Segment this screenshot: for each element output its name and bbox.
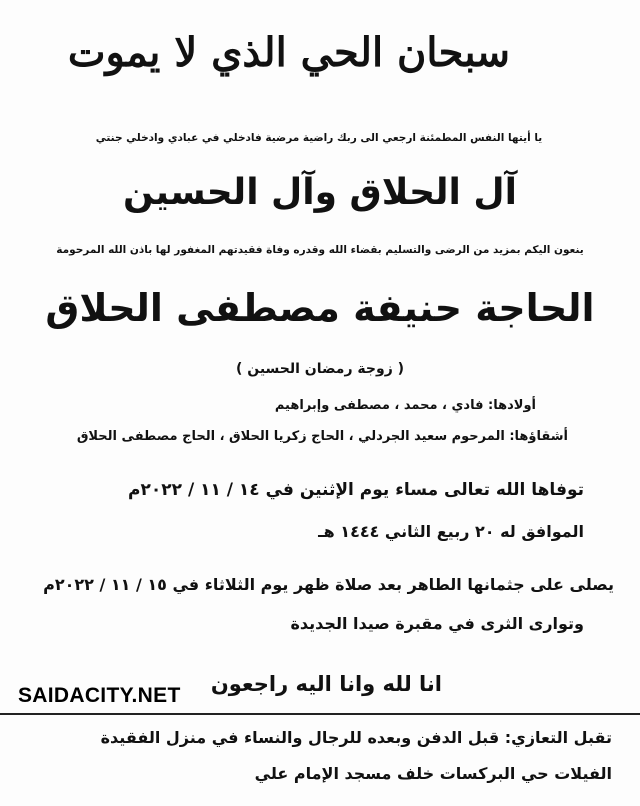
siblings-line: أشقاؤها: المرحوم سعيد الجردلي ، الحاج زكريا الحلاق ، الحاج مصطفى الحلاق	[76, 429, 568, 444]
quran-phrase: انا لله وانا اليه راجعون	[210, 672, 442, 696]
divider	[0, 713, 640, 715]
calligraphy-header: سبحان الحي الذي لا يموت	[67, 29, 510, 76]
family-names: آل الحلاق وآل الحسين	[123, 172, 517, 213]
site-watermark: SAIDACITY.NET	[18, 684, 181, 707]
condolence-line: تقبل التعازي: قبل الدفن وبعده للرجال والنساء في منزل الفقيدة	[100, 728, 612, 747]
mourning-text: ينعون اليكم بمزيد من الرضى والتسليم بقضاء الله وقدره وفاة فقيدتهم المغفور لها باذن الله المرحومة	[56, 244, 584, 256]
spouse-line: ( زوجة رمضان الحسين )	[235, 361, 405, 377]
funeral-prayer-line: يصلى على جثمانها الطاهر بعد صلاة ظهر يوم الثلاثاء في ١٥ / ١١ / ٢٠٢٢م	[43, 575, 614, 594]
death-date-line: توفاها الله تعالى مساء يوم الإثنين في ١٤ / ١١ / ٢٠٢٢م	[128, 480, 584, 500]
hijri-date-line: الموافق له ٢٠ ربيع الثاني ١٤٤٤ هـ	[318, 522, 584, 541]
quran-verse: يا أيتها النفس المطمئنة ارجعي الى ربك راضية مرضية فادخلي في عبادي وادخلي جنتي	[95, 132, 543, 144]
address-line: الفيلات حي البركسات خلف مسجد الإمام علي	[254, 764, 612, 783]
children-line: أولادها: فادي ، محمد ، مصطفى وإبراهيم	[274, 398, 536, 413]
deceased-name: الحاجة حنيفة مصطفى الحلاق	[45, 286, 595, 330]
burial-line: وتوارى الثرى في مقبرة صيدا الجديدة	[290, 614, 584, 633]
